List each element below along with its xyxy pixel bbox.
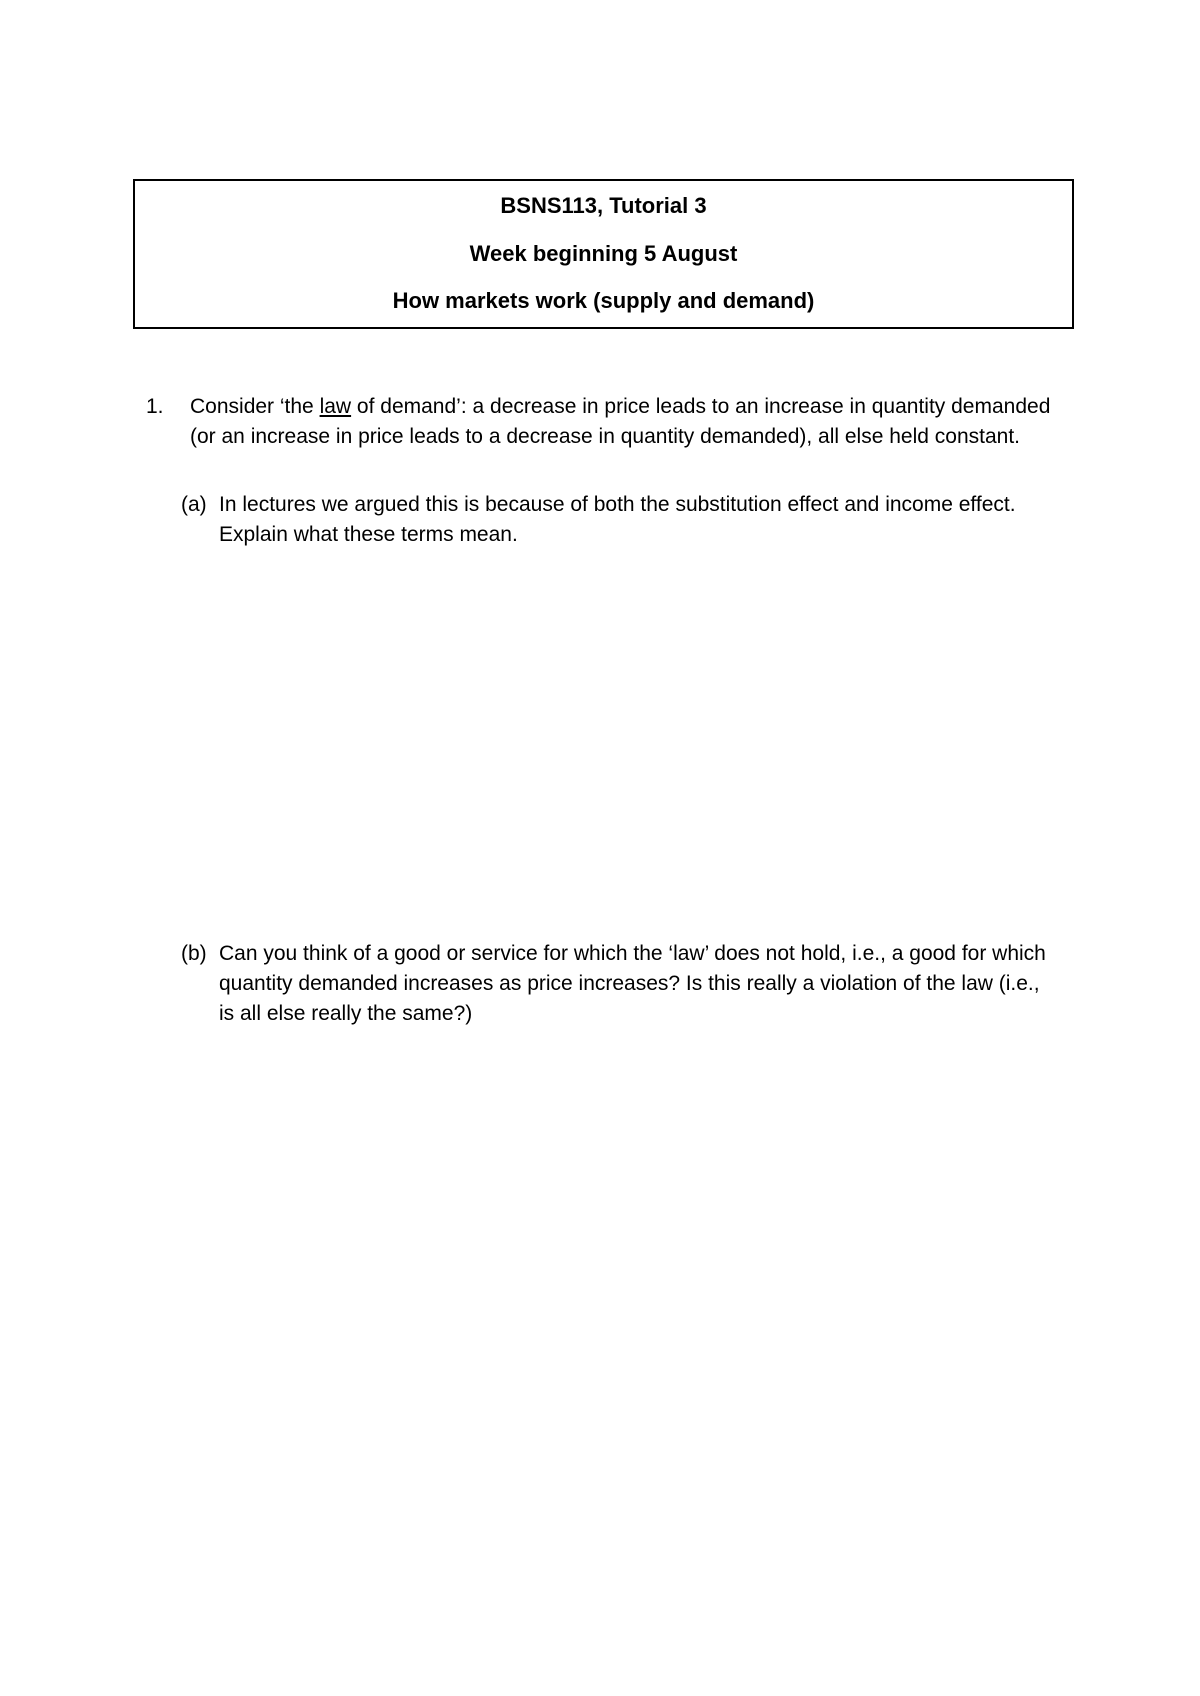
course-title: BSNS113, Tutorial 3 xyxy=(500,193,707,218)
question-text xyxy=(190,392,1060,452)
part-a-text: In lectures we argued this is because of both the substitution effect and income effect. Explain what these terms mean. xyxy=(219,493,1016,546)
law-underlined-word: law xyxy=(319,395,352,418)
question-number: 1. xyxy=(146,395,164,418)
part-a-label: (a) xyxy=(181,493,207,516)
part-b-label: (b) xyxy=(181,942,207,965)
topic-title: How markets work (supply and demand) xyxy=(392,288,815,313)
title-box xyxy=(133,179,1074,329)
question-text-end: of demand’: a decrease in price leads to an increase in quantity demanded (or an increase in price leads to a decrease in quantity demanded), all else held constant. xyxy=(190,395,1051,448)
week-line: Week beginning 5 August xyxy=(469,241,738,266)
question-text-start: Consider ‘the xyxy=(190,395,320,418)
part-b-text: Can you think of a good or service for which the ‘law’ does not hold, i.e., a good for which quantity demanded increases as price increases? Is this really a violation of the law (i.e., is all else really the same?) xyxy=(219,942,1046,1025)
